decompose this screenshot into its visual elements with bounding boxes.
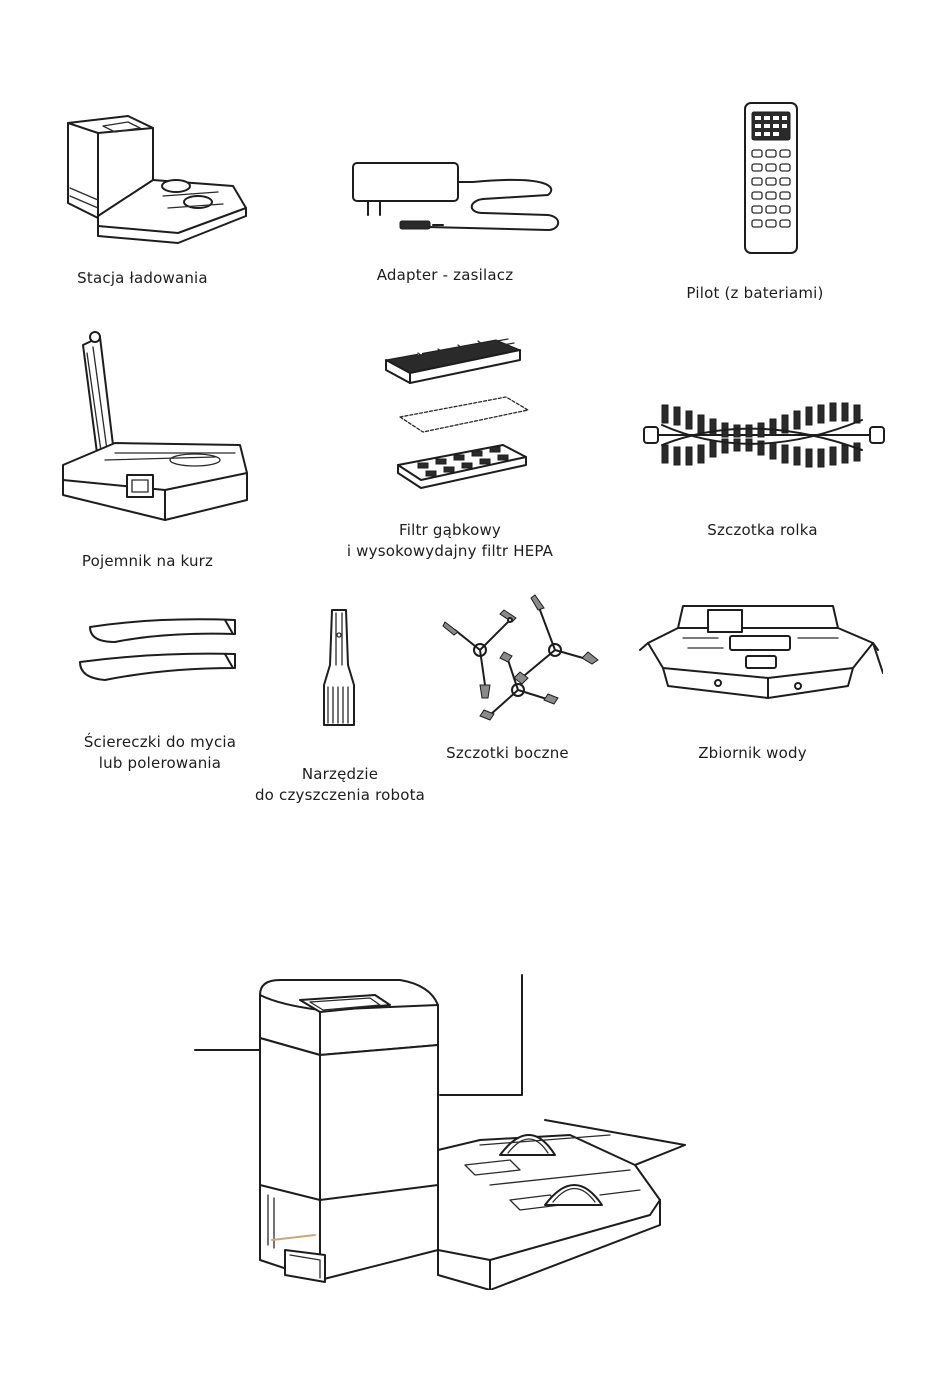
charging-station-diagram: [190, 970, 710, 1290]
water-tank-caption: Zbiornik wody: [698, 744, 807, 762]
adapter-caption: Adapter - zasilacz: [376, 266, 514, 284]
remote-illustration: [742, 100, 802, 260]
mop-cloths-caption: Ściereczki do mycia lub polerowania: [83, 733, 237, 772]
filters-illustration: [378, 335, 538, 495]
cleaning-tool-illustration: [314, 605, 364, 730]
dust-bin-caption: Pojemnik na kurz: [81, 552, 214, 570]
side-brushes-caption: Szczotki boczne: [446, 744, 569, 762]
mop-cloths-illustration: [75, 612, 245, 697]
roller-brush-caption: Szczotka rolka: [707, 521, 818, 539]
callout-line-top: [440, 975, 522, 1095]
roller-brush-illustration: [642, 395, 887, 475]
dust-bin-illustration: [55, 325, 255, 525]
side-brushes-illustration: [440, 590, 600, 725]
filters-caption: Filtr gąbkowy i wysokowydajny filtr HEPA: [346, 521, 554, 560]
charging-station-caption: Stacja ładowania: [77, 269, 208, 287]
adapter-illustration: [348, 155, 563, 240]
remote-caption: Pilot (z bateriami): [686, 284, 824, 302]
water-tank-illustration: [638, 598, 883, 703]
charging-station-illustration: [58, 108, 253, 248]
cleaning-tool-caption: Narzędzie do czyszczenia robota: [254, 765, 426, 804]
